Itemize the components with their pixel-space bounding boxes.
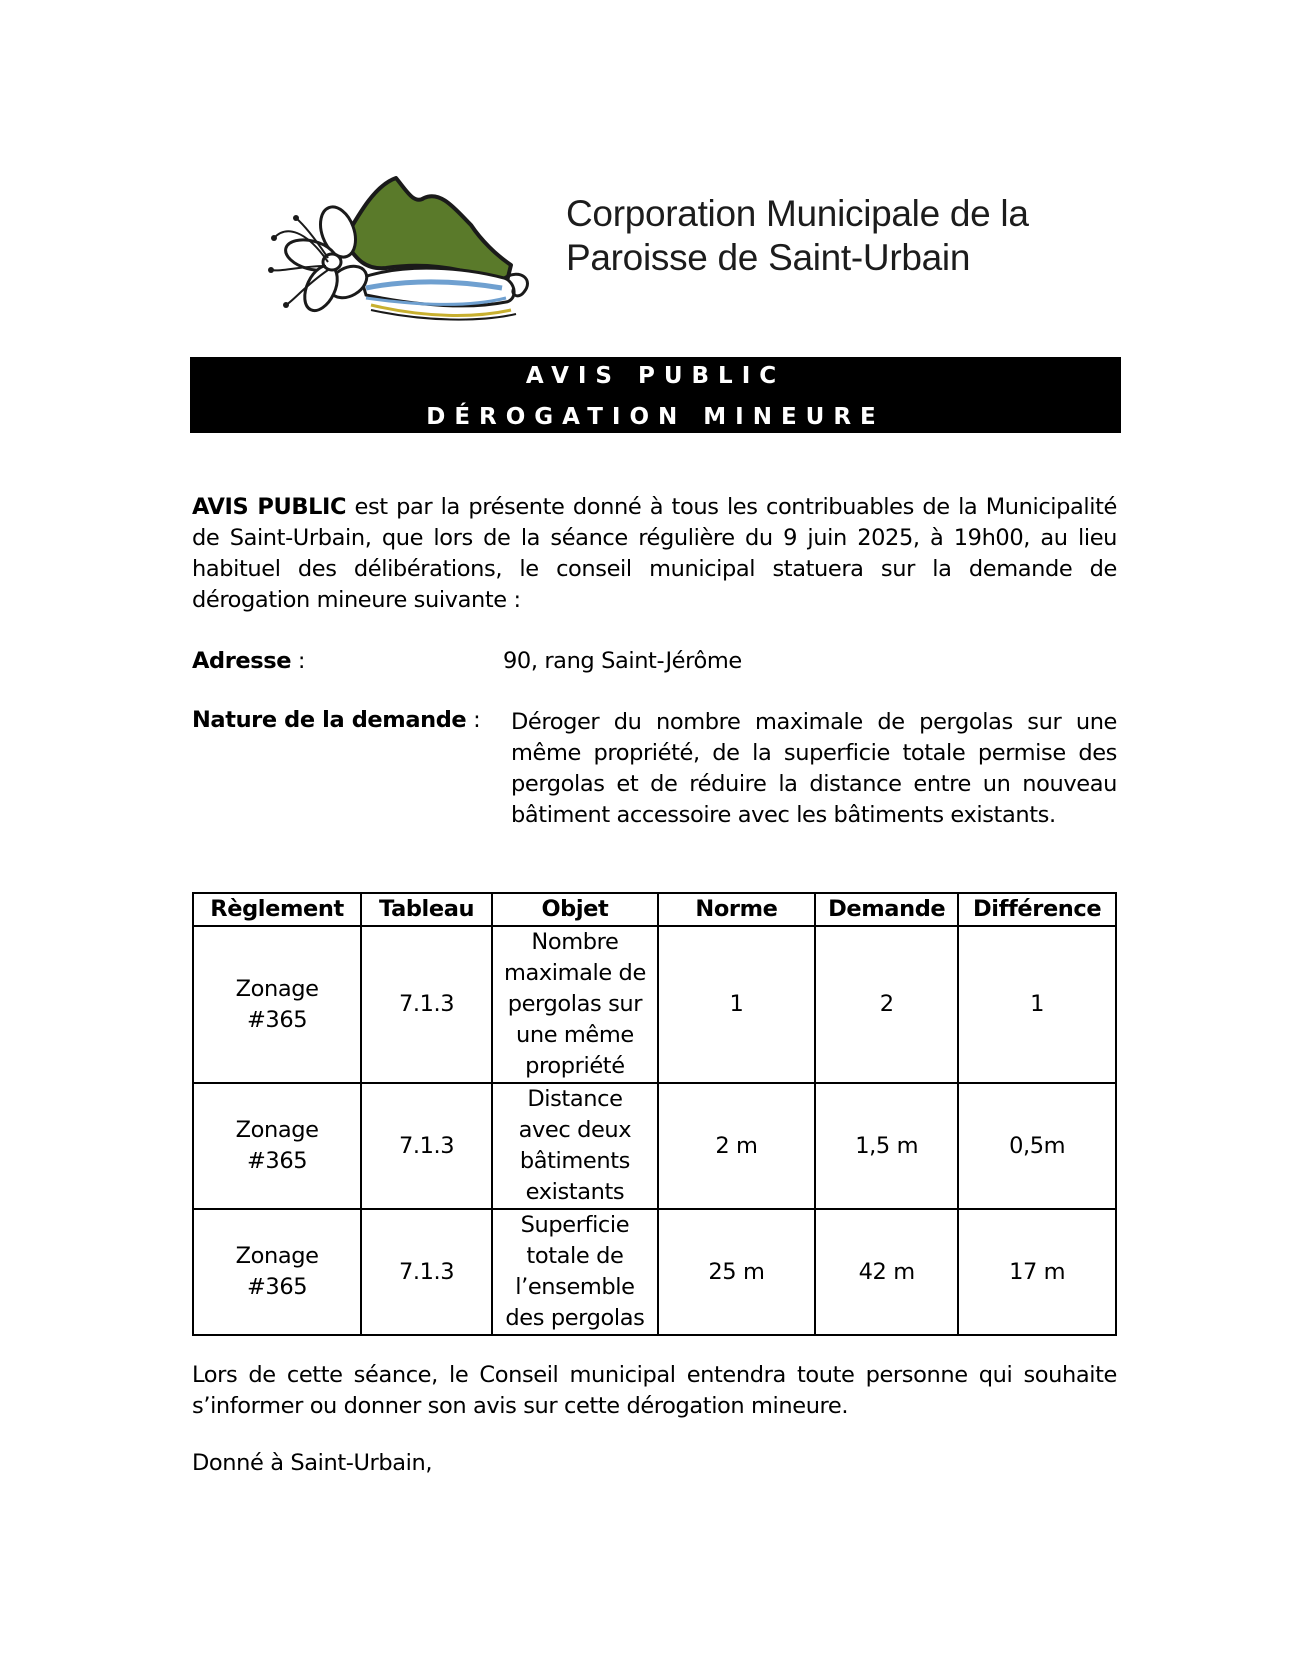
nature-label-text: Nature de la demande (192, 707, 467, 733)
header-objet: Objet (492, 893, 658, 926)
header-norme: Norme (658, 893, 815, 926)
cell-difference: 0,5m (958, 1083, 1116, 1209)
header-tableau: Tableau (361, 893, 492, 926)
cell-objet-line: Distance (527, 1086, 623, 1112)
cell-objet (492, 1209, 658, 1335)
cell-reglement-line: #365 (246, 1006, 308, 1033)
cell-objet-line: avec deux (518, 1117, 632, 1143)
cell-reglement-line: Zonage (235, 975, 319, 1002)
table-row (193, 1209, 1116, 1335)
cell-reglement (193, 1083, 361, 1209)
address-label (192, 648, 305, 674)
cell-objet-line: Nombre (531, 929, 619, 955)
header-difference: Différence (958, 893, 1116, 926)
cell-demande: 1,5 m (815, 1083, 958, 1209)
cell-tableau: 7.1.3 (361, 1083, 492, 1209)
cell-reglement-line: Zonage (235, 1117, 319, 1143)
cell-objet-line: l’ensemble (515, 1274, 635, 1300)
table-row (193, 1083, 1116, 1209)
header-demande: Demande (815, 893, 958, 926)
cell-objet-line: propriété (525, 1053, 625, 1079)
municipal-logo (266, 170, 1046, 340)
mountain-flower-emblem-icon (266, 170, 536, 340)
cell-demande: 42 m (815, 1209, 958, 1335)
cell-objet-line: bâtiments (519, 1148, 630, 1174)
cell-difference: 17 m (958, 1209, 1116, 1335)
banner-subtitle: DÉROGATION MINEURE (426, 404, 885, 430)
cell-demande: 2 (815, 926, 958, 1083)
cell-objet-line: pergolas sur (507, 991, 643, 1017)
organization-name (566, 192, 1029, 280)
organization-name-line2: Paroisse de Saint-Urbain (566, 237, 971, 278)
closing-paragraph: Lors de cette séance, le Conseil municipal entendra toute personne qui souhaite s’informer ou donner son avis sur cette dérogation mineure. (192, 1362, 1117, 1419)
cell-norme: 2 m (658, 1083, 815, 1209)
address-colon: : (297, 648, 306, 674)
address-value: 90, rang Saint-Jérôme (503, 648, 742, 674)
cell-objet-line: maximale de (503, 960, 646, 986)
cell-reglement-line: #365 (246, 1274, 308, 1300)
cell-objet-line: Superficie (520, 1212, 630, 1238)
intro-paragraph (192, 492, 1117, 616)
banner-title: AVIS PUBLIC (525, 363, 786, 389)
intro-lead: AVIS PUBLIC (192, 494, 347, 520)
cell-objet (492, 1083, 658, 1209)
derogation-table (192, 892, 1117, 1336)
address-label-text: Adresse (192, 648, 292, 674)
cell-reglement-line: Zonage (235, 1243, 319, 1269)
cell-norme: 25 m (658, 1209, 815, 1335)
cell-reglement (193, 1209, 361, 1335)
cell-objet-line: existants (525, 1179, 625, 1205)
cell-objet-line: des pergolas (505, 1305, 645, 1331)
nature-colon: : (473, 707, 481, 733)
cell-difference: 1 (958, 926, 1116, 1083)
cell-reglement (193, 926, 361, 1083)
cell-reglement-line: #365 (246, 1148, 308, 1174)
title-banner (190, 357, 1121, 433)
cell-objet (492, 926, 658, 1083)
nature-value: Déroger du nombre maximale de pergolas sur une même propriété, de la superficie totale permise des pergolas et de réduire la distance entre un nouveau bâtiment accessoire avec les bâtiments existants. (511, 709, 1117, 828)
table-row (193, 926, 1116, 1083)
table-header-row (193, 893, 1116, 926)
cell-objet-line: totale de (526, 1243, 624, 1269)
header-reglement: Règlement (193, 893, 361, 926)
cell-norme: 1 (658, 926, 815, 1083)
intro-text: est par la présente donné à tous les contribuables de la Municipalité de Saint-Urbain, que lors de la séance régulière du 9 juin 2025, à 19h00, au lieu habituel des délibérations, le conseil municipal statuera sur la demande de dérogation mineure suivante : (192, 494, 1117, 613)
cell-objet-line: une même (516, 1022, 634, 1048)
cell-tableau: 7.1.3 (361, 1209, 492, 1335)
signoff-text: Donné à Saint-Urbain, (192, 1450, 433, 1476)
organization-name-line1: Corporation Municipale de la (566, 193, 1029, 234)
nature-label (192, 707, 480, 733)
cell-tableau: 7.1.3 (361, 926, 492, 1083)
